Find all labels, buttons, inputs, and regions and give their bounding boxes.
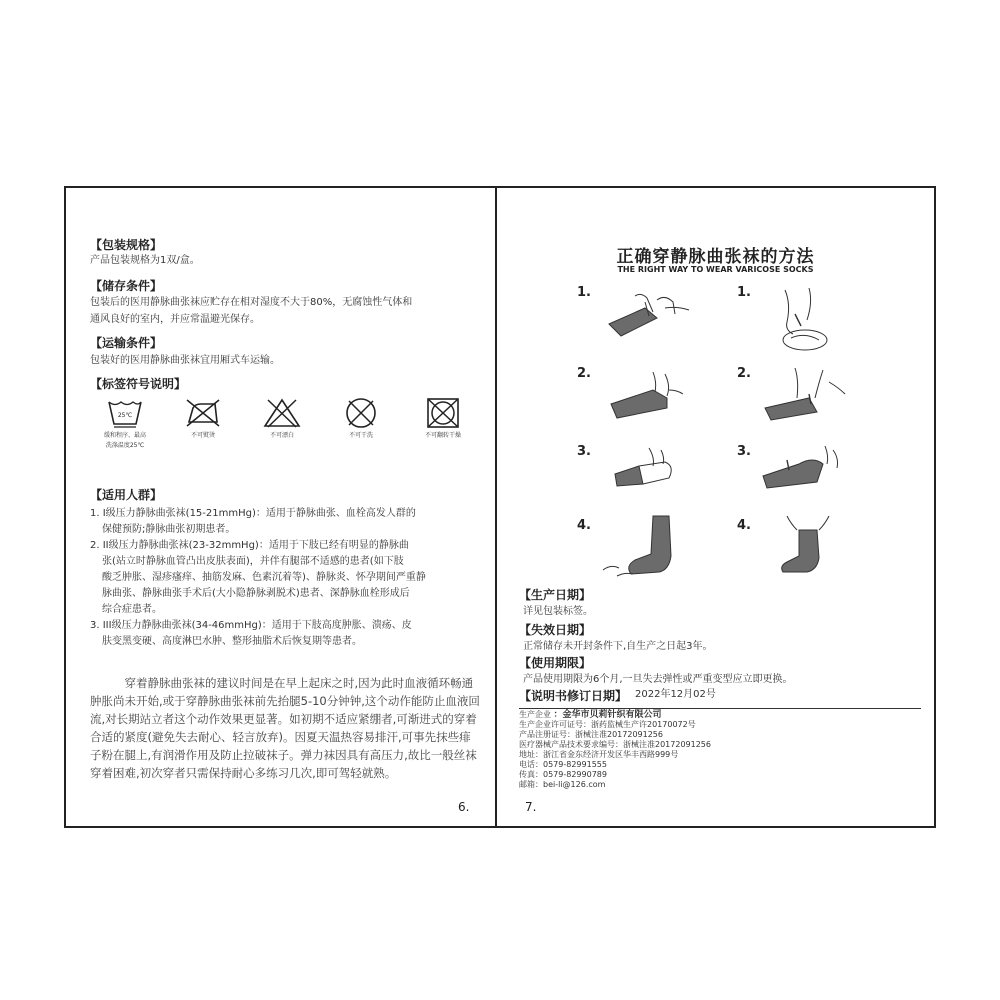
production-date-heading: 【生产日期】 — [519, 588, 592, 602]
step-label: 1. — [737, 285, 751, 300]
step3-hand-illustration — [759, 442, 849, 494]
step2-sock-illustration — [607, 364, 687, 420]
company-email: 邮箱：bei-li@126.com — [519, 780, 606, 789]
labels-heading: 【标签符号说明】 — [90, 377, 187, 391]
company-fax: 传真：0579-82990789 — [519, 770, 607, 779]
no-bleach-symbol — [247, 396, 317, 440]
step2-hand-illustration — [759, 364, 849, 424]
step3-sock-illustration — [609, 444, 689, 492]
wash-25c-symbol — [90, 396, 160, 450]
list-item: 3. III级压力静脉曲张袜(34-46mmHg)：适用于下肢高度肿胀、溃疡、皮 肤变黑变硬、高度淋巴水肿、整形抽脂术后恢复期等患者。 — [90, 620, 412, 647]
symbol-caption: 洗涤温度25℃ — [105, 442, 145, 449]
step1-hand-illustration — [765, 284, 845, 354]
registration-number: 产品注册证号：浙械注准20172091256 — [519, 730, 663, 739]
revision-heading: 【说明书修订日期】 — [519, 689, 628, 703]
list-item: 1. I级压力静脉曲张袜(15-21mmHg)：适用于静脉曲张、血栓高发人群的 保健预防;静脉曲张初期患者。 — [90, 508, 416, 535]
step-label: 4. — [737, 518, 751, 533]
no-tumble-dry-symbol — [408, 396, 478, 440]
symbol-caption: 不可漂白 — [269, 432, 294, 439]
audience-heading: 【适用人群】 — [90, 488, 163, 502]
step-label: 3. — [577, 444, 591, 459]
company-name: ：金华市贝莉针织有限公司 — [553, 710, 662, 720]
transport-text: 包装好的医用静脉曲张袜宜用厢式车运输。 — [90, 355, 280, 366]
step-label: 4. — [577, 518, 591, 533]
audience-list — [90, 506, 470, 650]
wash-25c-icon — [105, 396, 145, 430]
packaging-heading: 【包装规格】 — [90, 238, 163, 252]
company-phone: 电话：0579-82991555 — [519, 760, 607, 769]
wearing-advice-paragraph: 穿着静脉曲张袜的建议时间是在早上起床之时,因为此时血液循环畅通肿胀尚未开始,或于穿静脉曲张袜前先抬腿5-10分钟钟,这个动作能防止血液回流,对长期站立者这个动作效果更显著。如初期不适应紧绷者,可渐进式的穿着合适的紧度(避免失去耐心、轻言放弃)。因夏天温热容易排汗,可事先抹些痱子粉在腿上,有润滑作用及防止拉破袜子。弹力袜因具有高压力,故比一般丝袜穿着困难,初次穿者只需保持耐心多练习几次,即可驾轻就熟。 — [90, 676, 480, 780]
no-dryclean-symbol — [326, 396, 396, 440]
symbol-caption: 不可干洗 — [348, 432, 373, 439]
license-number: 生产企业许可证号：浙药监械生产许20170072号 — [519, 720, 696, 729]
step-label: 1. — [577, 285, 591, 300]
manufacturer-info — [519, 710, 919, 790]
symbol-caption: 不可熨烫 — [190, 432, 215, 439]
page-number-right: 7. — [525, 800, 537, 814]
step-label: 2. — [577, 366, 591, 381]
care-symbols — [90, 396, 470, 456]
expiry-heading: 【失效日期】 — [519, 623, 592, 637]
expiry-text: 正常储存未开封条件下,自生产之日起3年。 — [523, 641, 713, 652]
symbol-caption: 不可翻转干燥 — [424, 432, 461, 439]
storage-line-1: 包装后的医用静脉曲张袜应贮存在相对湿度不大于80%，无腐蚀性气体和 — [90, 297, 413, 308]
tech-requirement-number: 医疗器械产品技术要求编号：浙械注准20172091256 — [519, 740, 711, 749]
section-divider — [519, 708, 921, 709]
no-dryclean-icon — [341, 396, 381, 430]
no-tumble-dry-icon — [423, 396, 463, 430]
no-bleach-icon — [262, 396, 302, 430]
no-iron-symbol — [168, 396, 238, 440]
page-number-left: 6. — [458, 800, 470, 814]
step-label: 2. — [737, 366, 751, 381]
symbol-caption: 缓和程序、最高 — [103, 432, 146, 439]
usage-period-heading: 【使用期限】 — [519, 656, 592, 670]
right-page — [497, 188, 934, 826]
revision-date: 2022年12月02号 — [635, 689, 716, 700]
company-address: 地址：浙江省金东经济开发区华丰西路999号 — [519, 750, 679, 759]
step-label: 3. — [737, 444, 751, 459]
packaging-text: 产品包装规格为1双/盒。 — [90, 255, 200, 266]
instructions-title: 正确穿静脉曲张袜的方法 — [616, 247, 815, 267]
instructions-subtitle: THE RIGHT WAY TO WEAR VARICOSE SOCKS — [617, 265, 814, 274]
step4-leg-illustration — [597, 514, 687, 580]
usage-period-text: 产品使用期限为6个月,一旦失去弹性或严重变型应立即更换。 — [523, 674, 793, 685]
transport-heading: 【运输条件】 — [90, 336, 163, 350]
storage-heading: 【储存条件】 — [90, 279, 163, 293]
company-label: 生产企业 — [519, 710, 551, 719]
step4-hand-illustration — [769, 512, 849, 578]
left-page — [66, 188, 495, 826]
wash-temp: 25℃ — [117, 412, 133, 419]
step1-sock-illustration — [605, 288, 695, 340]
storage-line-2: 通风良好的室内，并应常温避光保存。 — [90, 314, 260, 325]
no-iron-icon — [183, 396, 223, 430]
list-item: 2. II级压力静脉曲张袜(23-32mmHg)：适用于下肢已经有明显的静脉曲 张(站立时静脉血管凸出皮肤表面)，并伴有腿部不适感的患者(如下肢 酸乏肿胀、湿疹瘙痒、抽筋发麻、色素沉着等)、静脉炎、怀孕期间严重静 脉曲张、静脉曲张手术后(大小隐静脉剥脱术)患者、深静脉血栓形成后 综合症患者。 — [90, 540, 426, 615]
production-date-text: 详见包装标签。 — [523, 606, 593, 617]
